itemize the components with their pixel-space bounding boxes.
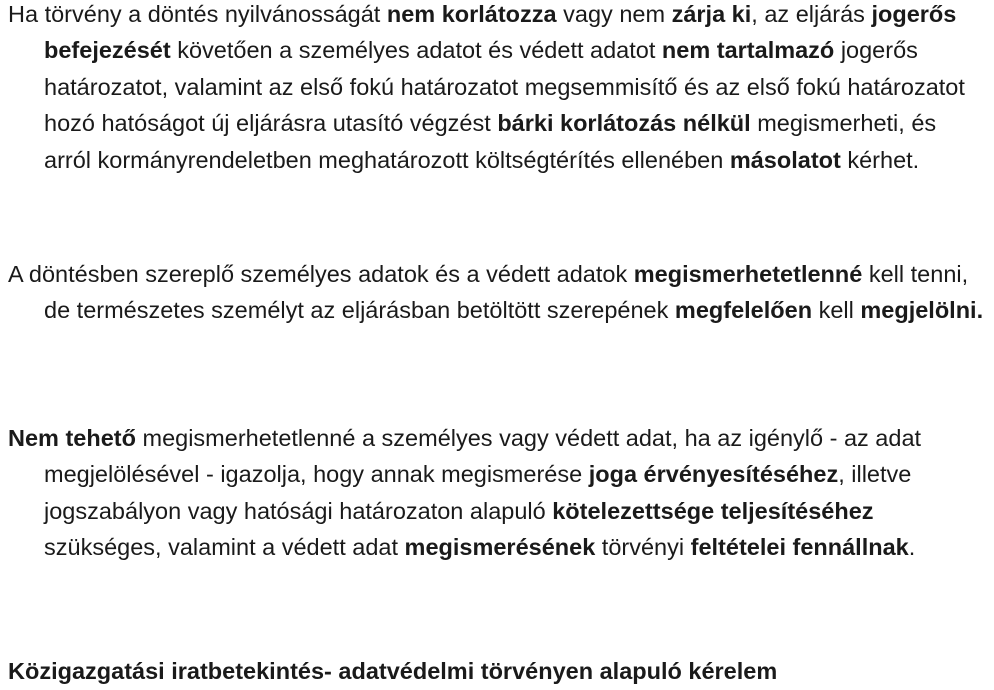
emphasized-text: Nem tehető (8, 425, 136, 451)
emphasized-text: jogerős befejezését (44, 1, 963, 64)
paragraph-text: . (908, 534, 916, 561)
emphasized-text: másolatot (729, 146, 841, 173)
paragraph-text: vagy nem (556, 1, 672, 27)
paragraph-text: A döntésben szereplő személyes adatok és a védett adatok (8, 261, 634, 287)
paragraph-exception-conditions (8, 420, 994, 566)
paragraph-text: , illetve jogszabályon vagy hatósági határozaton alapuló (44, 461, 918, 524)
paragraph-personal-data-anonymization (8, 256, 984, 329)
paragraph-text: , az eljárás (751, 1, 872, 27)
emphasized-text: megismerésének (404, 534, 596, 561)
paragraph-publicity-of-decision (8, 0, 984, 178)
paragraph-text: jogerős határozatot, valamint az első fokú határozatot megsemmisítő és az első fokú határozatot hozó hatóságot új eljárásra utasító végzést (44, 37, 972, 137)
emphasized-text: feltételei fennállnak (690, 534, 909, 561)
emphasized-text: megismerhetetlenné (633, 261, 863, 287)
paragraph-text: követően a személyes adatot és védett adatot (170, 37, 662, 64)
paragraph-text: megismerheti, és arról kormányrendeletben meghatározott költségtérítés ellenében (44, 110, 943, 173)
emphasized-text: bárki korlátozás nélkül (497, 110, 751, 137)
paragraph-text: Ha törvény a döntés nyilvánosságát (8, 1, 387, 27)
paragraph-text: kell (812, 297, 861, 324)
paragraph-text: kell tenni, de természetes személyt az eljárásban betöltött szerepének (44, 261, 975, 324)
paragraph-text: megismerhetetlenné a személyes vagy védett adat, ha az igénylő - az adat megjelölésével - igazolja, hogy annak megismerése (44, 425, 928, 488)
emphasized-text: kötelezettsége teljesítéséhez (552, 497, 874, 524)
emphasized-text: nem tartalmazó (661, 37, 835, 64)
emphasized-text: megfelelően (674, 297, 813, 324)
paragraph-text: törvényi (595, 534, 691, 561)
emphasized-text: zárja ki (671, 1, 752, 27)
emphasized-text: joga érvényesítéséhez (588, 461, 839, 488)
emphasized-text: nem korlátozza (386, 1, 557, 27)
document-footer-title (8, 653, 948, 689)
paragraph-text: kérhet. (840, 146, 920, 173)
paragraph-text: szükséges, valamint a védett adat (44, 497, 881, 561)
emphasized-text: Közigazgatási iratbetekintés- adatvédelmi törvényen alapuló kérelem (8, 658, 778, 684)
emphasized-text: megjelölni. (860, 297, 984, 324)
